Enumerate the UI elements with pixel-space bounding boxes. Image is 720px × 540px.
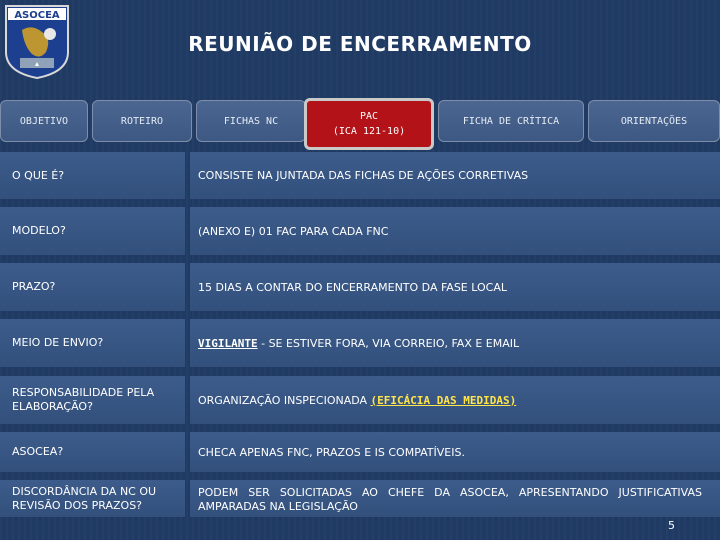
question-cell: DISCORDÂNCIA DA NC OU REVISÃO DOS PRAZOS? bbox=[0, 480, 185, 517]
table-row bbox=[0, 376, 720, 424]
tab-fichas-nc[interactable] bbox=[196, 100, 306, 142]
svg-text:ASOCEA: ASOCEA bbox=[14, 10, 60, 21]
tab-label: FICHA DE CRÍTICA bbox=[462, 115, 560, 127]
answer-text: - SE ESTIVER FORA, VIA CORREIO, FAX E EMAIL bbox=[257, 336, 520, 350]
table-row bbox=[0, 152, 720, 199]
tab-label-line2: (ICA 121-10) bbox=[332, 126, 406, 137]
answer-cell bbox=[190, 319, 720, 367]
page-title: REUNIÃO DE ENCERRAMENTO bbox=[188, 32, 532, 56]
page-number: 5 bbox=[668, 519, 675, 532]
tab-label: ROTEIRO bbox=[120, 115, 164, 127]
question-cell: MODELO? bbox=[0, 207, 185, 255]
answer-cell: (ANEXO E) 01 FAC PARA CADA FNC bbox=[190, 207, 720, 255]
tab-ficha-de-critica[interactable] bbox=[438, 100, 584, 142]
table-row bbox=[0, 319, 720, 367]
answer-text: PODEM SER SOLICITADAS AO CHEFE DA ASOCEA, APRESENTANDO JUSTIFICATIVAS AMPARADAS NA LEGISLAÇÃO bbox=[198, 485, 702, 513]
table-row bbox=[0, 480, 720, 517]
answer-cell bbox=[190, 376, 720, 424]
tab-pac[interactable] bbox=[304, 98, 434, 150]
table-row bbox=[0, 207, 720, 255]
answer-cell: CONSISTE NA JUNTADA DAS FICHAS DE AÇÕES CORRETIVAS bbox=[190, 152, 720, 199]
eficacia-highlight: (EFICÁCIA DAS MEDIDAS) bbox=[370, 393, 517, 407]
tab-label: OBJETIVO bbox=[19, 115, 69, 127]
tab-label: ORIENTAÇÕES bbox=[620, 115, 688, 127]
tab-orientacoes[interactable] bbox=[588, 100, 720, 142]
vigilante-highlight: VIGILANTE bbox=[198, 336, 258, 350]
answer-text: ORGANIZAÇÃO INSPECIONADA bbox=[198, 393, 371, 407]
tab-label: FICHAS NC bbox=[223, 115, 279, 127]
question-cell: RESPONSABILIDADE PELA ELABORAÇÃO? bbox=[0, 376, 185, 424]
tab-objetivo[interactable] bbox=[0, 100, 88, 142]
question-cell: ASOCEA? bbox=[0, 432, 185, 472]
answer-cell bbox=[190, 480, 720, 517]
table-row bbox=[0, 263, 720, 311]
answer-cell: CHECA APENAS FNC, PRAZOS E IS COMPATÍVEIS. bbox=[190, 432, 720, 472]
answer-cell: 15 DIAS A CONTAR DO ENCERRAMENTO DA FASE LOCAL bbox=[190, 263, 720, 311]
table-row bbox=[0, 432, 720, 472]
question-cell: PRAZO? bbox=[0, 263, 185, 311]
question-cell: MEIO DE ENVIO? bbox=[0, 319, 185, 367]
tab-roteiro[interactable] bbox=[92, 100, 192, 142]
question-cell: O QUE É? bbox=[0, 152, 185, 199]
tab-label-line1: PAC bbox=[359, 111, 379, 122]
